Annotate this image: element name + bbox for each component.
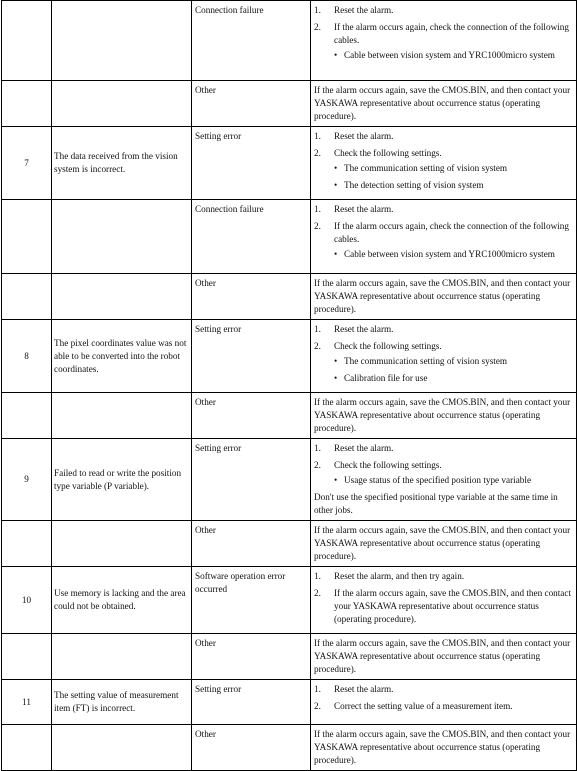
remedy-text: If the alarm occurs again, save the CMOS.BIN, and then contact your YASKAWA representative about occurrence status (operating procedure). <box>314 397 571 433</box>
table-row <box>2 439 577 521</box>
remedy-text: If the alarm occurs again, save the CMOS.BIN, and then contact your YASKAWA representative about occurrence status (operating procedure). <box>314 85 571 121</box>
step-text: Reset the alarm, and then try again. <box>334 571 465 581</box>
step-number: 2. <box>314 341 321 351</box>
cause-cell: Setting error <box>192 680 311 725</box>
step-text: If the alarm occurs again, save the CMOS.BIN, and then contact your YASKAWA representative about occurrence status (operating procedure). <box>334 588 572 624</box>
table-row <box>2 320 577 393</box>
bullet-text: Usage status of the specified position type variable <box>344 475 532 485</box>
alarm-message-cell: Failed to read or write the position type variable (P variable). <box>52 439 192 521</box>
step-number: 2. <box>314 22 321 32</box>
alarm-message-cell: Use memory is lacking and the area could not be obtained. <box>52 567 192 634</box>
alarm-message-cell <box>52 81 192 127</box>
bullet-text: Calibration file for use <box>344 373 428 383</box>
alarm-number-cell: 7 <box>2 127 52 200</box>
cause-cell: Setting error <box>192 320 311 393</box>
step-text: If the alarm occurs again, check the connection of the following cables. <box>334 221 569 244</box>
step-number: 1. <box>314 204 321 214</box>
table-row <box>2 200 577 274</box>
remedy-step <box>314 21 573 62</box>
remedy-cell <box>311 127 577 200</box>
step-text: Check the following settings. <box>334 148 442 158</box>
step-text: Reset the alarm. <box>334 204 394 214</box>
step-text: Reset the alarm. <box>334 131 394 141</box>
alarm-message-cell <box>52 725 192 771</box>
alarm-message-cell: The data received from the vision system is incorrect. <box>52 127 192 200</box>
bullet-item <box>334 162 573 175</box>
bullet-text: The detection setting of vision system <box>344 180 484 190</box>
step-text: Check the following settings. <box>334 341 442 351</box>
alarm-message-cell <box>52 200 192 274</box>
step-number: 2. <box>314 148 321 158</box>
remedy-step <box>314 147 573 192</box>
alarm-number-cell <box>2 393 52 439</box>
remedy-cell <box>311 725 577 771</box>
remedy-cell <box>311 521 577 567</box>
cause-cell: Software operation error occurred <box>192 567 311 634</box>
remedy-text: If the alarm occurs again, save the CMOS.BIN, and then contact your YASKAWA representative about occurrence status (operating procedure). <box>314 638 571 674</box>
remedy-cell <box>311 200 577 274</box>
table-row <box>2 521 577 567</box>
alarm-message-cell <box>52 274 192 320</box>
remedy-step <box>314 220 573 261</box>
bullet-icon: • <box>334 475 338 485</box>
step-number: 2. <box>314 221 321 231</box>
step-number: 2. <box>314 701 321 711</box>
step-number: 2. <box>314 460 321 470</box>
alarm-message-cell: The pixel coordinates value was not able to be converted into the robot coordinates. <box>52 320 192 393</box>
cause-cell: Other <box>192 725 311 771</box>
table-row <box>2 1 577 81</box>
alarm-number-cell <box>2 81 52 127</box>
remedy-cell <box>311 1 577 81</box>
alarm-number-cell: 8 <box>2 320 52 393</box>
remedy-step <box>314 683 573 696</box>
table-row <box>2 274 577 320</box>
cause-cell: Connection failure <box>192 200 311 274</box>
cause-cell: Other <box>192 81 311 127</box>
remedy-step <box>314 4 573 17</box>
alarm-number-cell <box>2 274 52 320</box>
remedy-cell <box>311 393 577 439</box>
bullet-item <box>334 355 573 368</box>
step-number: 1. <box>314 684 321 694</box>
alarm-table-page <box>1 0 576 771</box>
alarm-message-cell <box>52 634 192 680</box>
step-text: If the alarm occurs again, check the connection of the following cables. <box>334 22 569 45</box>
step-number: 1. <box>314 571 321 581</box>
cause-cell: Other <box>192 274 311 320</box>
bullet-icon: • <box>334 163 338 173</box>
table-row <box>2 393 577 439</box>
bullet-text: The communication setting of vision system <box>344 356 508 366</box>
remedy-cell <box>311 567 577 634</box>
table-row <box>2 725 577 771</box>
remedy-cell <box>311 81 577 127</box>
alarm-message-cell <box>52 1 192 81</box>
alarm-message-cell: The setting value of measurement item (FT) is incorrect. <box>52 680 192 725</box>
bullet-text: Cable between vision system and YRC1000micro system <box>344 50 555 60</box>
alarm-number-cell: 11 <box>2 680 52 725</box>
bullet-icon: • <box>334 356 338 366</box>
remedy-step <box>314 570 573 583</box>
alarm-number-cell <box>2 725 52 771</box>
cause-cell: Setting error <box>192 439 311 521</box>
bullet-item <box>334 179 573 192</box>
remedy-note: Don't use the specified positional type variable at the same time in other jobs. <box>314 492 558 515</box>
remedy-step <box>314 130 573 143</box>
table-row <box>2 81 577 127</box>
bullet-item <box>334 372 573 385</box>
bullet-text: Cable between vision system and YRC1000micro system <box>344 249 555 259</box>
remedy-cell <box>311 274 577 320</box>
step-number: 1. <box>314 324 321 334</box>
cause-cell: Other <box>192 393 311 439</box>
table-row <box>2 680 577 725</box>
cause-cell: Connection failure <box>192 1 311 81</box>
remedy-cell <box>311 634 577 680</box>
step-number: 1. <box>314 131 321 141</box>
step-number: 1. <box>314 443 321 453</box>
alarm-number-cell: 9 <box>2 439 52 521</box>
remedy-cell <box>311 320 577 393</box>
cause-cell: Other <box>192 634 311 680</box>
remedy-text: If the alarm occurs again, save the CMOS.BIN, and then contact your YASKAWA representative about occurrence status (operating procedure). <box>314 278 571 314</box>
bullet-icon: • <box>334 249 338 259</box>
remedy-cell <box>311 680 577 725</box>
cause-cell: Other <box>192 521 311 567</box>
alarm-table-body <box>2 1 577 771</box>
cause-cell: Setting error <box>192 127 311 200</box>
step-number: 1. <box>314 5 321 15</box>
step-text: Reset the alarm. <box>334 443 394 453</box>
alarm-message-cell <box>52 521 192 567</box>
bullet-icon: • <box>334 180 338 190</box>
remedy-cell <box>311 439 577 521</box>
remedy-text: If the alarm occurs again, save the CMOS.BIN, and then contact your YASKAWA representative about occurrence status (operating procedure). <box>314 729 571 765</box>
alarm-number-cell <box>2 200 52 274</box>
remedy-step <box>314 459 573 487</box>
bullet-item <box>334 474 573 487</box>
step-text: Check the following settings. <box>334 460 442 470</box>
remedy-step <box>314 700 573 713</box>
remedy-step <box>314 323 573 336</box>
alarm-message-cell <box>52 393 192 439</box>
step-text: Reset the alarm. <box>334 684 394 694</box>
table-row <box>2 567 577 634</box>
remedy-step <box>314 442 573 455</box>
alarm-table <box>1 0 577 771</box>
alarm-number-cell <box>2 1 52 81</box>
table-row <box>2 634 577 680</box>
step-text: Reset the alarm. <box>334 5 394 15</box>
table-row <box>2 127 577 200</box>
alarm-number-cell <box>2 521 52 567</box>
bullet-item <box>334 49 573 62</box>
alarm-number-cell <box>2 634 52 680</box>
remedy-step <box>314 340 573 385</box>
step-text: Reset the alarm. <box>334 324 394 334</box>
bullet-item <box>334 248 573 261</box>
remedy-step <box>314 587 573 626</box>
bullet-icon: • <box>334 373 338 383</box>
bullet-text: The communication setting of vision system <box>344 163 508 173</box>
step-number: 2. <box>314 588 321 598</box>
bullet-icon: • <box>334 50 338 60</box>
remedy-step <box>314 203 573 216</box>
remedy-text: If the alarm occurs again, save the CMOS.BIN, and then contact your YASKAWA representative about occurrence status (operating procedure). <box>314 525 571 561</box>
alarm-number-cell: 10 <box>2 567 52 634</box>
step-text: Correct the setting value of a measurement item. <box>334 701 513 711</box>
